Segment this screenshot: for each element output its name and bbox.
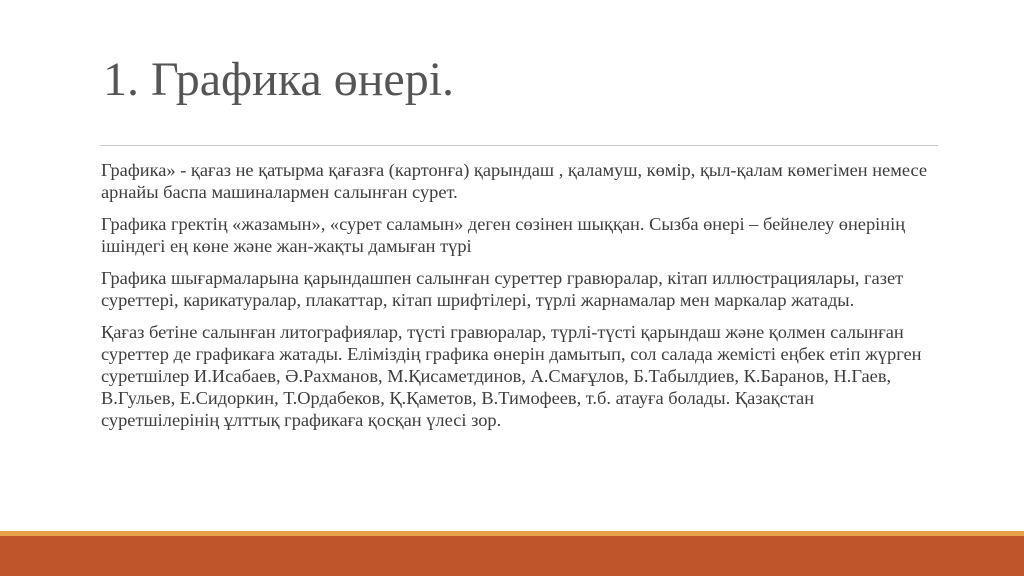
paragraph-artists: Қағаз бетіне салынған литографиялар, түсті гравюралар, түрлі-түсті қарындаш және қолмен салынған суреттер де графикаға жатады. Еліміздің графика өнерін дамытып, сол салада жемісті еңбек етіп жүрген суретшілер И.Исабаев, Ә.Рахманов, М.Қисаметдинов, А.Смағұлов, Б.Табылдиев, К.Баранов, Н.Гаев, В.Гульев, Е.Сидоркин, Т.Ордабеков, Қ.Қаметов, В.Тимофеев, т.б. атауға болады. Қазақстан суретшілерінің ұлттық графикаға қосқан үлесі зор. (101, 322, 922, 430)
slide-body (101, 159, 931, 441)
paragraph-definition: Графика» - қағаз не қатырма қағазға (картонға) қарындаш , қаламуш, көмір, қыл-қалам көмегімен немесе арнайы баспа машиналармен салынған сурет. (101, 160, 928, 202)
paragraph-etymology: Графика гректің «жазамын», «сурет саламын» деген сөзінен шыққан. Сызба өнері – бейнелеу өнерінің ішіндегі ең көне және жан-жақты дамыған түрі (101, 214, 906, 256)
paragraph-works: Графика шығармаларына қарындашпен салынған суреттер гравюралар, кітап иллюстрациялары, газет суреттері, карикатуралар, плакаттар, кітап шрифтілері, түрлі жарнамалар мен маркалар жатады. (101, 268, 904, 310)
slide-title: 1. Графика өнері. (103, 53, 455, 106)
footer-bar (0, 536, 1024, 576)
title-divider (100, 145, 938, 146)
